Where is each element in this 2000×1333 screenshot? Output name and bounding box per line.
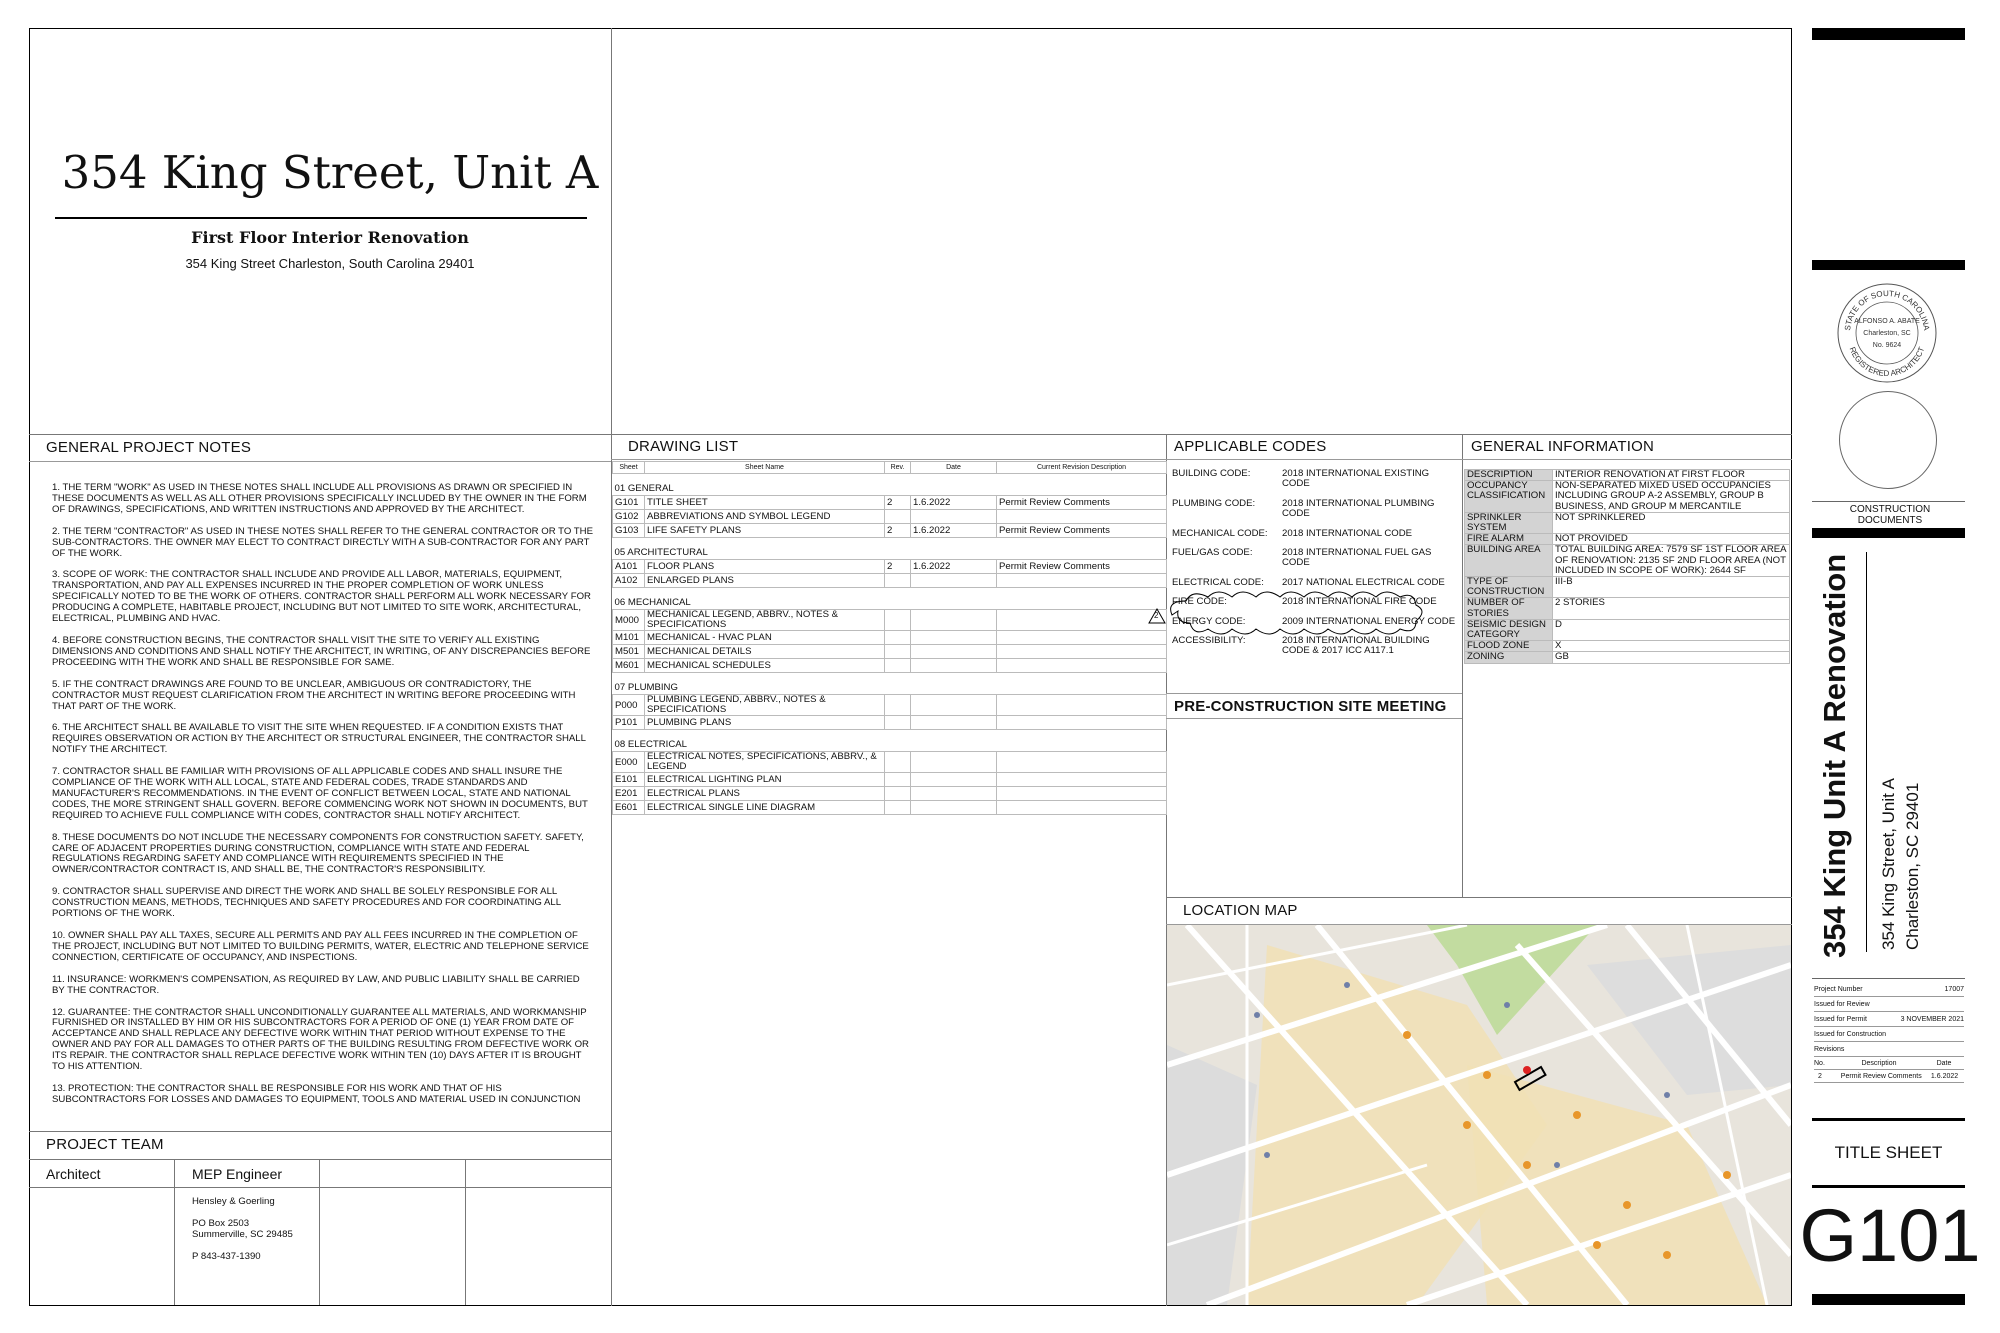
issued-permit-label: Issued for Permit <box>1814 1015 1867 1023</box>
code-value: 2018 INTERNATIONAL BUILDING CODE & 2017 ICC A117.1 <box>1282 635 1430 657</box>
construction-documents-label: CONSTRUCTION DOCUMENTS <box>1849 504 1931 526</box>
project-subtitle: First Floor Interior Renovation <box>191 228 469 247</box>
drawing-list-column-header: Sheet <box>613 462 645 474</box>
project-team-rule-2 <box>29 1187 611 1188</box>
drawing-list-cell <box>997 510 1167 524</box>
precon-rule <box>1166 718 1462 719</box>
drawing-list-group <box>613 538 1167 560</box>
general-note-item: 11. INSURANCE: WORKMEN'S COMPENSATION, AS REQUIRED BY LAW, AND PUBLIC LIABILITY SHALL BE CARRIED BY THE CONTRACTOR. <box>52 973 580 996</box>
general-info-value: III-B <box>1553 577 1790 598</box>
general-info-label: OCCUPANCY CLASSIFICATION <box>1465 481 1553 513</box>
team-col-3 <box>465 1159 466 1305</box>
drawing-list-cell <box>885 659 911 673</box>
table-row <box>613 631 1167 645</box>
general-info-label: SEISMIC DESIGN CATEGORY <box>1465 619 1553 640</box>
general-info-row <box>1465 534 1790 545</box>
drawing-list-cell: 1.6.2022 <box>911 496 997 510</box>
code-row <box>1170 469 1460 499</box>
drawing-list-cell: MECHANICAL LEGEND, ABBRV., NOTES & SPECIFICATIONS <box>645 610 885 631</box>
general-info-row <box>1465 598 1790 619</box>
seal-city: Charleston, SC <box>1863 330 1911 337</box>
general-info-heading: GENERAL INFORMATION <box>1471 438 1654 455</box>
general-info-label: BUILDING AREA <box>1465 545 1553 577</box>
drawing-list-group <box>613 474 1167 496</box>
code-label: PLUMBING CODE: <box>1172 497 1256 509</box>
drawing-list-cell: 2 <box>885 524 911 538</box>
drawing-list-cell <box>997 574 1167 588</box>
general-info-value: NOT PROVIDED <box>1553 534 1790 545</box>
code-label: BUILDING CODE: <box>1172 468 1251 479</box>
rev-col-date: Date <box>1936 1059 1952 1067</box>
issued-construction-label: Issued for Construction <box>1814 1030 1886 1038</box>
drawing-list-group-name: 01 GENERAL <box>614 483 674 494</box>
frame-bottom <box>29 1305 1792 1306</box>
frame-right <box>1791 28 1792 1306</box>
code-value: 2018 INTERNATIONAL FUEL GAS CODE <box>1282 547 1432 569</box>
drawing-list-cell: LIFE SAFETY PLANS <box>645 524 885 538</box>
table-row <box>613 560 1167 574</box>
architect-seal <box>1836 282 1938 384</box>
title-block-details <box>1814 982 1964 1083</box>
drawing-list-cell: G101 <box>613 496 645 510</box>
project-number-label: Project Number <box>1814 985 1863 993</box>
table-row <box>613 524 1167 538</box>
drawing-list-cell: M601 <box>613 659 645 673</box>
drawing-list-column-header: Rev. <box>885 462 911 474</box>
general-info-value: 2 STORIES <box>1553 598 1790 619</box>
drawing-list-cell: 1.6.2022 <box>911 524 997 538</box>
drawing-list-cell <box>885 631 911 645</box>
code-label: ELECTRICAL CODE: <box>1172 576 1264 588</box>
team-architect-label: Architect <box>46 1166 101 1182</box>
drawing-list-cell <box>885 695 911 716</box>
drawing-list-cell: PLUMBING LEGEND, ABBRV., NOTES & SPECIFICATIONS <box>645 695 885 716</box>
drawing-list-cell <box>997 645 1167 659</box>
revisions-label: Revisions <box>1814 1045 1845 1053</box>
table-row <box>613 695 1167 716</box>
drawing-list-cell <box>911 787 997 801</box>
drawing-list-cell <box>911 610 997 631</box>
drawing-list-cell: M501 <box>613 645 645 659</box>
divider-v-right <box>1462 434 1463 898</box>
drawing-list-cell: ENLARGED PLANS <box>645 574 885 588</box>
code-value: 2018 INTERNATIONAL CODE <box>1282 527 1413 539</box>
table-row <box>613 659 1167 673</box>
drawing-list-cell: A101 <box>613 560 645 574</box>
drawing-list-column-header: Date <box>911 462 997 474</box>
general-notes-list <box>52 483 594 1103</box>
seal-blank-circle <box>1839 391 1937 489</box>
divider-h-map <box>1166 897 1792 898</box>
sheet-title: TITLE SHEET <box>1834 1143 1943 1162</box>
seal-ring-bottom: REGISTERED ARCHITECT <box>1847 345 1927 379</box>
general-info-value: GB <box>1553 652 1790 663</box>
general-info-value: X <box>1553 641 1790 652</box>
general-notes-rule <box>29 461 611 462</box>
drawing-list-cell: ELECTRICAL SINGLE LINE DIAGRAM <box>645 801 885 815</box>
general-note-item: 13. PROTECTION: THE CONTRACTOR SHALL BE RESPONSIBLE FOR HIS WORK AND THAT OF HIS SUBCONTRACTORS FOR LOSSES AND DAMAGES TO EQUIPMENT, TOOLS AND MATERIAL USED IN CONJUNCTION <box>52 1082 581 1103</box>
general-note-item: 1. THE TERM "WORK" AS USED IN THESE NOTES SHALL INCLUDE ALL PROVISIONS AS DRAWN OR SPECIFIED IN THESE DOCUMENTS AS WELL AS ALL OTHER PROVISIONS SPECIFICALLY INCLUDED BY THE OWNER IN THE FORM OF DRAWINGS, SPECIFICATIONS, AND WRITTEN INSTRUCTIONS AND APPROVED BY THE ARCHITECT. <box>52 483 587 515</box>
drawing-list-cell: E000 <box>613 752 645 773</box>
drawing-list-cell <box>997 801 1167 815</box>
drawing-list-cell: G103 <box>613 524 645 538</box>
drawing-list-cell: MECHANICAL - HVAC PLAN <box>645 631 885 645</box>
drawing-list-cell <box>997 716 1167 730</box>
drawing-list-cell <box>885 773 911 787</box>
general-info-label: TYPE OF CONSTRUCTION <box>1465 577 1553 598</box>
project-name-vertical: 354 King Unit A Renovation <box>1817 553 1852 958</box>
drawing-list-cell: TITLE SHEET <box>645 496 885 510</box>
frame-left <box>29 28 30 1306</box>
drawing-list-cell: Permit Review Comments <box>997 524 1167 538</box>
divider-h-team <box>29 1131 611 1132</box>
drawing-list-cell: MECHANICAL DETAILS <box>645 645 885 659</box>
drawing-list-cell <box>911 645 997 659</box>
code-row <box>1170 548 1460 578</box>
drawing-list-group <box>613 673 1167 695</box>
drawing-list-group-name: 05 ARCHITECTURAL <box>614 547 708 558</box>
project-number: 17007 <box>1944 985 1964 993</box>
revision-triangle-number: 2 <box>1154 611 1159 620</box>
drawing-list-cell <box>885 787 911 801</box>
drawing-list-cell <box>997 631 1167 645</box>
tb-bar-6 <box>1812 1294 1965 1305</box>
tb-bar-2 <box>1812 260 1965 270</box>
drawing-list-column-header: Sheet Name <box>645 462 885 474</box>
drawing-list-cell <box>911 801 997 815</box>
drawing-list-cell <box>885 752 911 773</box>
drawing-list-group <box>613 730 1167 752</box>
general-note-item: 7. CONTRACTOR SHALL BE FAMILIAR WITH PROVISIONS OF ALL APPLICABLE CODES AND SHALL INSURE THE COMPLIANCE OF THE WORK WITH ALL LOCAL, STATE AND FEDERAL CODES, TRADE STANDARDS AND MANUFACTURER'S RECOMMENDATIONS. IN THE EVENT OF CONFLICT BETWEEN LOCAL, STATE AND NATIONAL CODES, THE MORE STRINGENT SHALL GOVERN. BEFORE COMMENCING WORK NOT SHOWN IN DOCUMENTS, BUT REQUIRED TO ACHIEVE FULL COMPLIANCE WITH CODES, CONTRACTOR SHALL NOTIFY ARCHITECT. <box>52 766 588 821</box>
code-value: 2018 INTERNATIONAL PLUMBING CODE <box>1282 497 1435 520</box>
general-info-label: SPRINKLER SYSTEM <box>1465 512 1553 533</box>
general-note-item: 4. BEFORE CONSTRUCTION BEGINS, THE CONTRACTOR SHALL VISIT THE SITE TO VERIFY ALL EXISTING DIMENSIONS AND CONDITIONS AND SHALL NOTIFY THE ARCHITECT, IN WRITING, OF ANY DISCREPANCIES BEFORE PROCEEDING WITH THE WORK AND SHALL BE RESPONSIBLE FOR SAME. <box>52 634 591 668</box>
drawing-list-cell <box>911 716 997 730</box>
drawing-list-rule <box>611 459 1166 460</box>
sheet-number: G101 <box>1799 1194 1981 1277</box>
general-note-item: 3. SCOPE OF WORK: THE CONTRACTOR SHALL INCLUDE AND PROVIDE ALL LABOR, MATERIALS, EQUIPMENT, TRANSPORTATION, AND PAY ALL EXPENSES INCURRED IN THE PROPER COMPLETION OF WORK UNLESS SPECIFICALLY NOTED TO BE THE WORK OF OTHERS. CONTRACTOR SHALL PERFORM ALL WORK NECESSARY FOR PRODUCING A COMPLETE, HABITABLE PROJECT, INCLUDING BUT NOT LIMITED TO SITE WORK, ARCHITECTURAL, ELECTRICAL, PLUMBING AND HVAC. <box>52 569 591 625</box>
general-note-item: 9. CONTRACTOR SHALL SUPERVISE AND DIRECT THE WORK AND SHALL BE SOLELY RESPONSIBLE FOR ALL CONSTRUCTION MEANS, METHODS, TECHNIQUES AND SAFETY PROCEDURES AND FOR COORDINATING ALL PORTIONS OF THE WORK. <box>52 886 561 920</box>
general-info-label: FLOOD ZONE <box>1465 641 1553 652</box>
general-info-row <box>1465 470 1790 481</box>
drawing-list-cell: M000 <box>613 610 645 631</box>
rev-row-desc: Permit Review Comments <box>1840 1072 1922 1080</box>
drawing-list-cell: 2 <box>885 496 911 510</box>
revision-cloud <box>1160 591 1464 639</box>
team-col-1 <box>174 1159 175 1305</box>
seal-name: ALFONSO A. ABATE <box>1854 318 1920 325</box>
rev-row-date: 1.6.2022 <box>1930 1072 1959 1080</box>
rev-col-no: No. <box>1814 1059 1825 1067</box>
drawing-list-cell <box>911 631 997 645</box>
general-info-label: DESCRIPTION <box>1465 470 1553 481</box>
codes-heading: APPLICABLE CODES <box>1174 438 1327 455</box>
drawing-list-group-name: 06 MECHANICAL <box>614 597 691 608</box>
drawing-list-cell <box>885 574 911 588</box>
table-row <box>613 610 1167 631</box>
location-map[interactable] <box>1167 925 1791 1305</box>
precon-heading: PRE-CONSTRUCTION SITE MEETING <box>1174 698 1447 715</box>
general-info-label: FIRE ALARM <box>1465 534 1553 545</box>
drawing-list-cell <box>911 695 997 716</box>
code-label: FUEL/GAS CODE: <box>1172 547 1253 559</box>
drawing-list-header-row <box>613 462 1167 474</box>
table-row <box>613 645 1167 659</box>
drawing-list-cell: P101 <box>613 716 645 730</box>
drawing-list-cell <box>997 659 1167 673</box>
project-team-heading: PROJECT TEAM <box>46 1136 164 1153</box>
general-note-item: 5. IF THE CONTRACT DRAWINGS ARE FOUND TO BE UNCLEAR, AMBIGUOUS OR CONTRADICTORY, THE CONTRACTOR MUST REQUEST CLARIFICATION FROM THE ARCHITECT IN WRITING BEFORE PROCEEDING WITH THAT PART OF THE WORK. <box>52 678 576 712</box>
table-row <box>613 752 1167 773</box>
code-label: ACCESSIBILITY: <box>1172 635 1246 647</box>
drawing-list-cell <box>911 510 997 524</box>
project-street-vertical: 354 King Street, Unit A <box>1879 778 1898 950</box>
general-info-row <box>1465 619 1790 640</box>
code-row <box>1170 636 1460 666</box>
drawing-list-cell <box>911 574 997 588</box>
table-row <box>613 773 1167 787</box>
tb-rule-pn <box>1812 978 1965 979</box>
project-team-rule <box>29 1159 611 1160</box>
general-info-row <box>1465 641 1790 652</box>
general-info-row <box>1465 512 1790 533</box>
drawing-list-group-name: 07 PLUMBING <box>614 682 678 693</box>
general-note-item: 10. OWNER SHALL PAY ALL TAXES, SECURE ALL PERMITS AND PAY ALL FEES INCURRED IN THE COMPLETION OF THE PROJECT, INCLUDING BUT NOT LIMITED TO BUILDING PERMITS, WATER, ELECTRIC AND TELEPHONE SERVICE CONNECTION, CERTIFICATE OF OCCUPANCY, AND INSPECTIONS. <box>52 930 589 963</box>
tb-bar-5 <box>1812 1185 1965 1188</box>
general-info-value: INTERIOR RENOVATION AT FIRST FLOOR <box>1553 470 1790 481</box>
general-note-item: 2. THE TERM "CONTRACTOR" AS USED IN THESE NOTES SHALL REFER TO THE GENERAL CONTRACTOR OR TO THE SUB-CONTRACTORS. THE OWNER MAY ELECT TO CONTRACT DIRECTLY WITH A SUB-CONTRACTOR FOR ANY PART OF THE WORK. <box>52 525 593 559</box>
general-note-item: 6. THE ARCHITECT SHALL BE AVAILABLE TO VISIT THE SITE WHEN REQUESTED. IF A CONDITION EXISTS THAT REQUIRES OBSERVATION OR ACTION BY THE ARCHITECT OR STRUCTURAL ENGINEER, THE CONTRACTOR SHALL NOTIFY THE ARCHITECT. <box>52 722 586 756</box>
table-row <box>613 716 1167 730</box>
mep-phone: P 843-437-1390 <box>192 1251 261 1262</box>
drawing-list-group <box>613 588 1167 610</box>
drawing-list-cell: Permit Review Comments <box>997 560 1167 574</box>
table-row <box>613 787 1167 801</box>
rev-col-desc: Description <box>1861 1059 1897 1067</box>
code-row <box>1170 529 1460 548</box>
code-value: 2009 INTERNATIONAL ENERGY CODE <box>1282 615 1456 627</box>
drawing-list-cell: E201 <box>613 787 645 801</box>
general-info-row <box>1465 577 1790 598</box>
tb-rule-cd <box>1812 501 1965 502</box>
drawing-list-cell <box>911 752 997 773</box>
code-value: 2018 INTERNATIONAL FIRE CODE <box>1282 596 1437 608</box>
table-row <box>613 496 1167 510</box>
title-underline <box>55 217 587 219</box>
drawing-list-cell <box>997 610 1167 631</box>
issued-permit-date: 3 NOVEMBER 2021 <box>1900 1015 1964 1023</box>
frame-top <box>29 28 1792 29</box>
drawing-list-cell <box>885 510 911 524</box>
code-label: FIRE CODE: <box>1172 596 1227 608</box>
drawing-list-cell <box>997 787 1167 801</box>
table-row <box>613 510 1167 524</box>
drawing-list-table <box>612 461 1167 815</box>
seal-no: No. 9624 <box>1872 342 1902 349</box>
general-notes-heading: GENERAL PROJECT NOTES <box>46 439 252 456</box>
mep-name: Hensley & Goerling <box>192 1196 275 1207</box>
general-info-value: NOT SPRINKLERED <box>1553 512 1790 533</box>
drawing-list-cell: M101 <box>613 631 645 645</box>
divider-h-top <box>29 434 1792 435</box>
drawing-list-cell: ABBREVIATIONS AND SYMBOL LEGEND <box>645 510 885 524</box>
location-map-heading: LOCATION MAP <box>1183 902 1298 919</box>
drawing-list-cell <box>911 659 997 673</box>
drawing-list-cell: P000 <box>613 695 645 716</box>
general-info-value: TOTAL BUILDING AREA: 7579 SF 1ST FLOOR AREA OF RENOVATION: 2135 SF 2ND FLOOR AREA (NOT INCLUDED IN SCOPE OF WORK): 2644 SF <box>1553 545 1790 577</box>
tb-bar-1 <box>1812 28 1965 40</box>
mep-city: Summerville, SC 29485 <box>192 1229 293 1240</box>
drawing-list-cell <box>885 801 911 815</box>
drawing-list-cell: FLOOR PLANS <box>645 560 885 574</box>
drawing-list-cell: ELECTRICAL NOTES, SPECIFICATIONS, ABBRV., & LEGEND <box>645 752 885 773</box>
drawing-list-cell <box>885 645 911 659</box>
project-title: 354 King Street, Unit A <box>61 146 599 199</box>
tb-bar-3 <box>1812 528 1965 538</box>
drawing-list-cell <box>885 610 911 631</box>
drawing-list <box>612 461 1166 815</box>
drawing-list-cell <box>997 695 1167 716</box>
general-info-value: D <box>1553 619 1790 640</box>
drawing-list-cell: E601 <box>613 801 645 815</box>
code-row <box>1170 499 1460 529</box>
drawing-list-cell: 2 <box>885 560 911 574</box>
general-info-row <box>1465 545 1790 577</box>
general-info-rule <box>1462 459 1792 460</box>
precon-rule-top <box>1166 693 1462 694</box>
drawing-list-cell <box>911 773 997 787</box>
team-mep-details <box>192 1196 293 1262</box>
team-col-2 <box>319 1159 320 1305</box>
team-mep-label: MEP Engineer <box>192 1166 283 1182</box>
rev-row-no: 2 <box>1818 1072 1822 1080</box>
general-info-table <box>1464 469 1790 664</box>
codes-rule <box>1166 459 1462 460</box>
general-info-value: NON-SEPARATED MIXED USED OCCUPANCIES INCLUDING GROUP A-2 ASSEMBLY, GROUP B BUSINESS, AND GROUP M MERCANTILE <box>1553 481 1790 513</box>
drawing-list-cell: MECHANICAL SCHEDULES <box>645 659 885 673</box>
code-label: MECHANICAL CODE: <box>1172 527 1268 539</box>
general-info-row <box>1465 652 1790 663</box>
code-value: 2017 NATIONAL ELECTRICAL CODE <box>1282 576 1445 588</box>
project-city-vertical: Charleston, SC 29401 <box>1903 782 1922 950</box>
mep-box: PO Box 2503 <box>192 1218 250 1229</box>
general-note-item: 12. GUARANTEE: THE CONTRACTOR SHALL UNCONDITIONALLY GUARANTEE ALL MATERIALS, AND WORKMANSHIP FURNISHED OR INSTALLED BY HIM OR HIS SUBCONTRACTORS FOR A PERIOD OF ONE (1) YEAR FROM DATE OF ACCEPTANCE AND SHALL REPLACE ANY DEFECTIVE WORK WITHIN THAT PERIOD WITHOUT EXPENSE TO THE OWNER AND PAY FOR ALL DAMAGES TO OTHER PARTS OF THE BUILDING RESULTING FROM DEFECTIVE WORK OR ITS REPAIR. THE CONTRACTOR SHALL REPLACE DEFECTIVE WORK WITHIN TEN (10) DAYS AFTER IT IS BROUGHT TO HIS ATTENTION. <box>52 1006 589 1073</box>
code-value: 2018 INTERNATIONAL EXISTING CODE <box>1282 468 1430 490</box>
drawing-list-cell <box>885 716 911 730</box>
tb-vert-rule <box>1866 552 1867 952</box>
drawing-list-cell: PLUMBING PLANS <box>645 716 885 730</box>
drawing-list-cell <box>997 752 1167 773</box>
drawing-list-cell: Permit Review Comments <box>997 496 1167 510</box>
drawing-list-cell: E101 <box>613 773 645 787</box>
drawing-list-cell: A102 <box>613 574 645 588</box>
drawing-list-cell: G102 <box>613 510 645 524</box>
drawing-list-cell: 1.6.2022 <box>911 560 997 574</box>
code-label: ENERGY CODE: <box>1172 615 1246 627</box>
general-info-label: ZONING <box>1465 652 1553 663</box>
table-row <box>613 574 1167 588</box>
project-address: 354 King Street Charleston, South Carolina 29401 <box>185 256 475 271</box>
drawing-list-heading: DRAWING LIST <box>628 438 739 455</box>
drawing-list-cell: ELECTRICAL LIGHTING PLAN <box>645 773 885 787</box>
tb-bar-4 <box>1812 1118 1965 1121</box>
general-note-item: 8. THESE DOCUMENTS DO NOT INCLUDE THE NECESSARY COMPONENTS FOR CONSTRUCTION SAFETY. SAFETY, CARE OF ADJACENT PROPERTIES DURING CONSTRUCTION, COMPLIANCE WITH STATE AND FEDERAL REGULATIONS REGARDING SAFETY AND COMPLIANCE WITH REQUIREMENTS SPECIFIED IN THE OWNER/CONTRACTOR CONTRACT IS, AND SHALL BE, THE CONTRACTOR'S RESPONSIBILITY. <box>52 831 584 876</box>
general-info-label: NUMBER OF STORIES <box>1465 598 1553 619</box>
drawing-list-group-name: 08 ELECTRICAL <box>614 739 688 750</box>
general-info-row <box>1465 481 1790 513</box>
table-row <box>613 801 1167 815</box>
drawing-list-cell <box>997 773 1167 787</box>
seal-ring-top: STATE OF SOUTH CAROLINA <box>1843 288 1931 331</box>
drawing-list-cell: ELECTRICAL PLANS <box>645 787 885 801</box>
issued-review-label: Issued for Review <box>1814 1000 1870 1008</box>
drawing-list-column-header: Current Revision Description <box>997 462 1167 474</box>
